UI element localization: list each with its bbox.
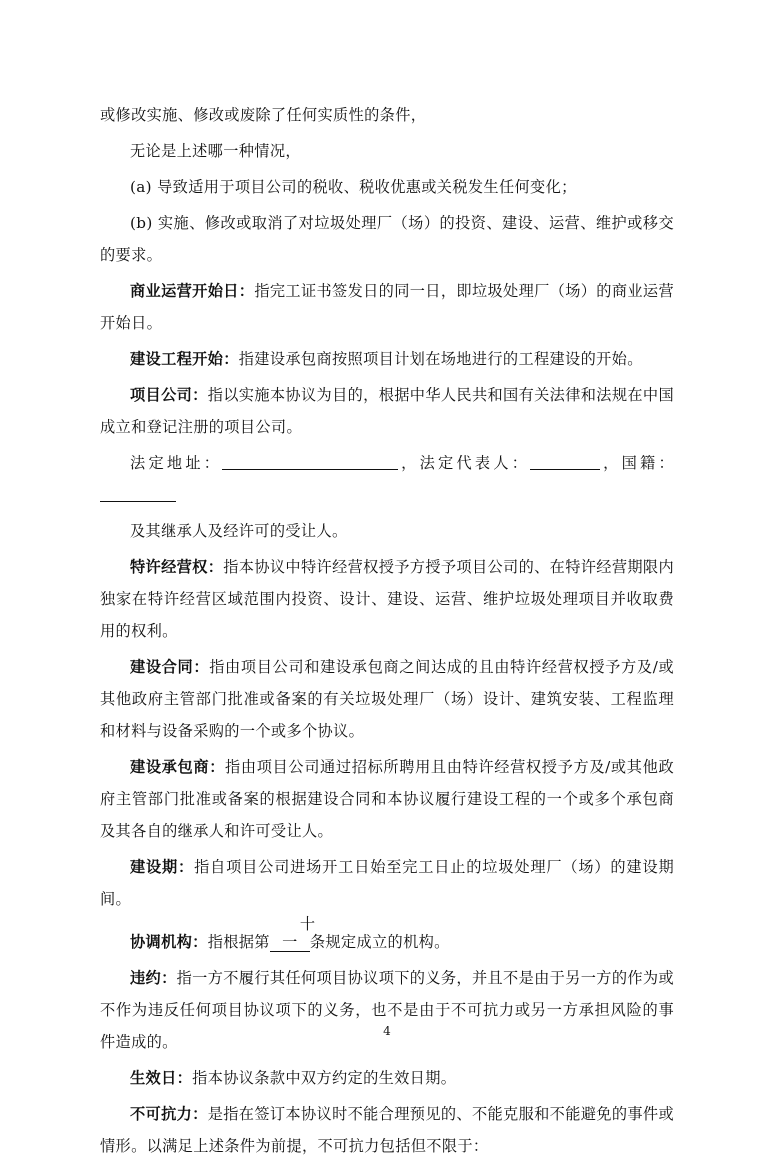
item-a: (a) 导致适用于项目公司的税收、税收优惠或关税发生任何变化； [130, 178, 577, 196]
successors-line: 及其继承人及经许可的受让人。 [130, 522, 348, 540]
text-breach: 指一方不履行其任何项目协议项下的义务，并且不是由于另一方的作为或不作为违反任何项目协议项下的义务，也不是由于不可抗力或另一方承担风险的事件造成的。 [100, 969, 674, 1051]
term-construction-start: 建设工程开始： [130, 350, 239, 368]
definition-project-company [100, 379, 674, 443]
definition-construction-start [100, 343, 674, 375]
representative-label: ，法定代表人： [398, 454, 531, 472]
definition-commercial-operation-start [100, 275, 674, 339]
text-construction-start: 指建设承包商按照项目计划在场地进行的工程建设的开始。 [238, 350, 643, 368]
text-effective-date: 指本协议条款中双方约定的生效日期。 [192, 1069, 457, 1087]
definition-construction-contract [100, 651, 674, 747]
definition-effective-date [100, 1062, 674, 1094]
text-force-majeure: 是指在签订本协议时不能合理预见的、不能克服和不能避免的事件或情形。以满足上述条件为前提，不可抗力包括但不限于： [100, 1105, 675, 1155]
term-construction-contractor: 建设承包商： [130, 758, 226, 776]
text-construction-period: 指自项目公司进场开工日始至完工日止的垃圾处理厂（场）的建设期间。 [100, 858, 675, 908]
paragraph-either-case: 无论是上述哪一种情况， [130, 142, 301, 160]
definition-force-majeure [100, 1098, 674, 1162]
definition-breach [100, 962, 674, 1058]
nationality-label: ，国籍： [600, 454, 675, 472]
text-construction-contract: 指由项目公司和建设承包商之间达成的且由特许经营权授予方及/或其他政府主管部门批准或备案的有关垃圾处理厂（场）设计、建筑安装、工程监理和材料与设备采购的一个或多个协议。 [100, 658, 674, 740]
term-construction-period: 建设期： [130, 858, 195, 876]
text-coordination-post: 条规定成立的机构。 [309, 933, 450, 951]
text-construction-contractor: 指由项目公司通过招标所聘用且由特许经营权授予方及/或其他政府主管部门批准或备案的根据建设合同和本协议履行建设工程的一个或多个承包商及其各自的继承人和许可受让人。 [100, 758, 674, 840]
address-blank [222, 453, 398, 470]
term-project-company: 项目公司： [130, 386, 208, 404]
page-body [100, 99, 674, 1162]
term-breach: 违约： [130, 969, 177, 987]
address-fill-line [100, 447, 674, 511]
text-coordination-pre: 指根据第 [207, 933, 270, 951]
term-force-majeure: 不可抗力： [130, 1105, 208, 1123]
representative-blank [530, 453, 600, 470]
address-label: 法定地址： [130, 454, 223, 472]
term-construction-contract: 建设合同： [130, 658, 210, 676]
term-commercial-operation-start: 商业运营开始日： [130, 282, 255, 300]
definition-construction-period [100, 851, 674, 915]
page-number: 4 [383, 1024, 391, 1038]
text-franchise: 指本协议中特许经营权授予方授予项目公司的、在特许经营期限内独家在特许经营区域范围内投资、设计、建设、运营、维护垃圾处理项目并收取费用的权利。 [100, 558, 674, 640]
paragraph-continuation: 或修改实施、修改或废除了任何实质性的条件， [100, 106, 427, 124]
term-franchise: 特许经营权： [130, 558, 224, 576]
nationality-blank [100, 485, 176, 502]
text-commercial-operation-start: 指完工证书签发日的同一日，即垃圾处理厂（场）的商业运营开始日。 [100, 282, 674, 332]
term-coordination-body: 协调机构： [130, 933, 208, 951]
definition-franchise [100, 551, 674, 647]
text-project-company: 指以实施本协议为目的，根据中华人民共和国有关法律和法规在中国成立和登记注册的项目公司。 [100, 386, 675, 436]
item-b: (b) 实施、修改或取消了对垃圾处理厂（场）的投资、建设、运营、维护或移交的要求。 [100, 214, 674, 264]
definition-construction-contractor [100, 751, 674, 847]
article-number: 十一 [270, 915, 310, 952]
definition-coordination-body [100, 915, 674, 958]
term-effective-date: 生效日： [130, 1069, 193, 1087]
